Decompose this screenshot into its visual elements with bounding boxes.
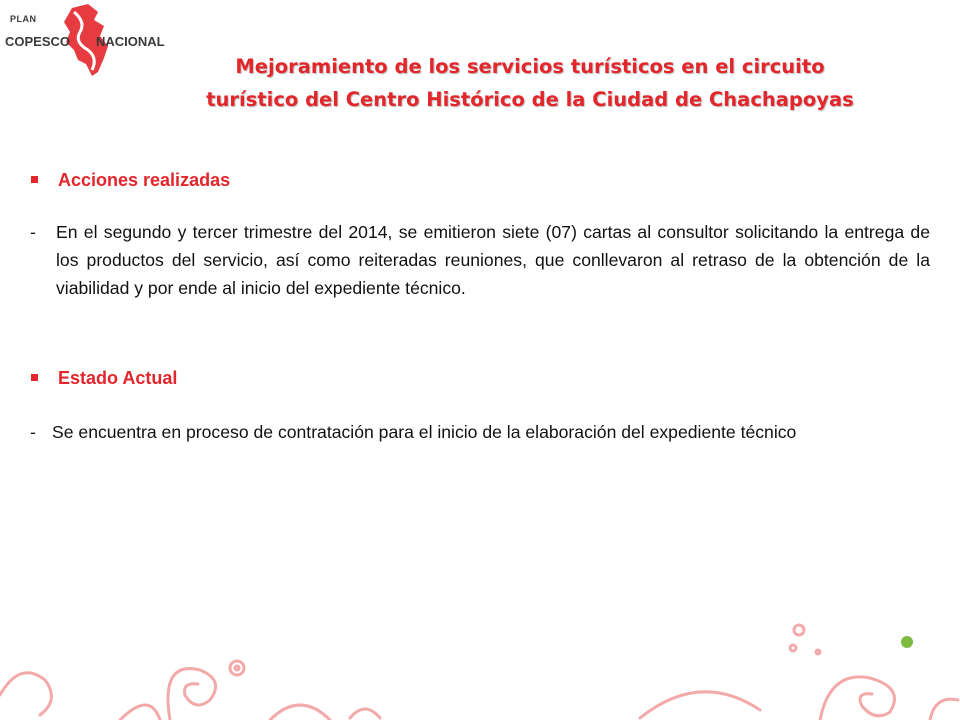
swirl-icon: [270, 705, 330, 720]
swirl-icon: [820, 677, 895, 720]
swirl-icon: [168, 669, 216, 720]
title-line-1: Mejoramiento de los servicios turísticos en el circuito: [235, 55, 825, 78]
dash-bullet: -: [30, 222, 36, 242]
logo-nacional-text: NACIONAL: [96, 34, 165, 49]
swirl-icon: [230, 661, 244, 675]
title-line-2: turístico del Centro Histórico de la Ciudad de Chachapoyas: [206, 88, 854, 111]
paragraph-estado: [30, 418, 930, 446]
green-dot-icon: [901, 636, 913, 648]
logo-copesco-text: COPESCO: [5, 34, 71, 49]
swirl-icon: [930, 699, 958, 720]
paragraph-text: Se encuentra en proceso de contratación para el inicio de la elaboración del expediente técnico: [52, 422, 797, 442]
swirl-icon: [350, 709, 380, 718]
square-bullet-icon: [31, 374, 38, 381]
paragraph-acciones: [30, 218, 930, 302]
swirl-icon: [640, 692, 760, 718]
section-heading-estado: [31, 368, 177, 389]
heading-text: Acciones realizadas: [58, 170, 231, 190]
swirl-icon: [235, 666, 239, 670]
section-heading-acciones: [31, 170, 230, 191]
swirl-icon: [790, 645, 796, 651]
slide-title: [140, 50, 920, 116]
heading-text: Estado Actual: [58, 368, 178, 388]
logo-plan-text: PLAN: [10, 14, 37, 24]
dash-bullet: -: [30, 422, 36, 442]
paragraph-text: En el segundo y tercer trimestre del 2014, se emitieron siete (07) cartas al consultor solicitando la entrega de los productos del servicio, así como reiteradas reuniones, que conllevaron al retraso de la obtención de la viabilidad y por ende al inicio del expediente técnico.: [56, 222, 930, 298]
swirl-icon: [0, 673, 51, 715]
square-bullet-icon: [31, 176, 38, 183]
swirl-icon: [120, 705, 160, 720]
decorative-swirls: [0, 600, 960, 720]
swirl-icon: [816, 650, 820, 654]
swirl-icon: [794, 625, 804, 635]
